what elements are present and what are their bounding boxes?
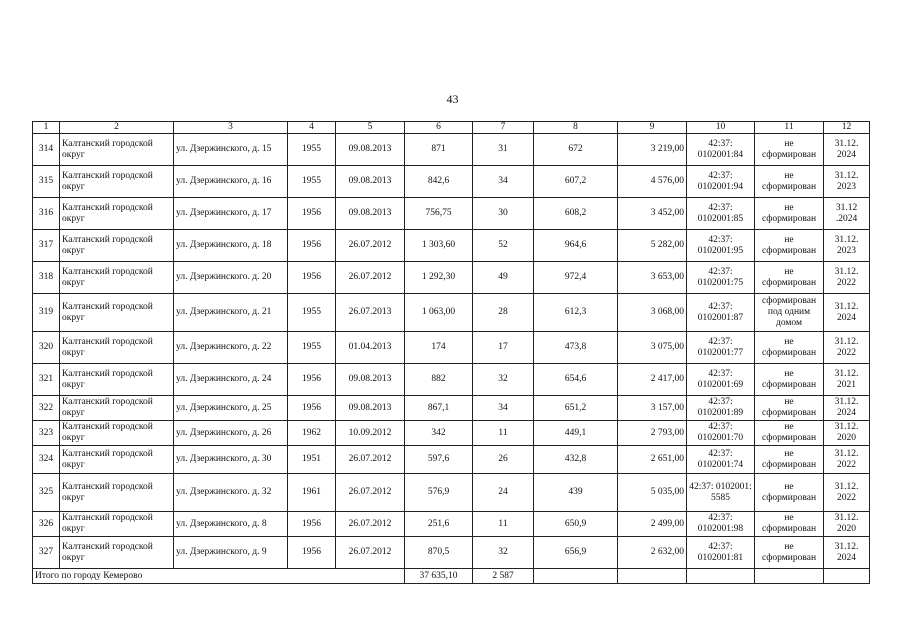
cell-residents-count: 32 (473, 364, 534, 396)
cell-deadline: 31.12 .2024 (824, 198, 870, 230)
cell-residents-count: 24 (473, 474, 534, 512)
cell-residents-count: 11 (473, 512, 534, 537)
cell-land-status: не сформирован (755, 537, 824, 569)
cell-living-area: 650,9 (534, 512, 618, 537)
cell-total-area: 342 (405, 421, 473, 446)
cell-deadline: 31.12. 2024 (824, 537, 870, 569)
cell-deadline: 31.12. 2023 (824, 230, 870, 262)
cell-survey-date: 26.07.2012 (336, 446, 405, 474)
table-row (33, 364, 870, 396)
cell-row-number: 322 (33, 396, 60, 421)
cell-total-area: 597,6 (405, 446, 473, 474)
cell-living-area: 432,8 (534, 446, 618, 474)
cell-land-status: не сформирован (755, 166, 824, 198)
total-area: 37 635,10 (405, 569, 473, 584)
cell-land-status: не сформирован (755, 134, 824, 166)
cell-municipality: Калтанский городской округ (60, 512, 174, 537)
cell-living-area: 449,1 (534, 421, 618, 446)
column-header: 6 (405, 122, 473, 134)
column-header: 12 (824, 122, 870, 134)
cell-build-year: 1955 (288, 294, 336, 332)
cell-cost: 2 793,00 (618, 421, 687, 446)
cell-cost: 2 417,00 (618, 364, 687, 396)
cell-residents-count: 28 (473, 294, 534, 332)
cell-address: ул. Дзержинского, д. 9 (174, 537, 288, 569)
cell-living-area: 473,8 (534, 332, 618, 364)
cell-build-year: 1956 (288, 262, 336, 294)
cell-cost: 3 452,00 (618, 198, 687, 230)
cell-row-number: 325 (33, 474, 60, 512)
cell-address: ул. Дзержинского, д. 17 (174, 198, 288, 230)
cell-living-area: 651,2 (534, 396, 618, 421)
column-header: 3 (174, 122, 288, 134)
cell-cadastral-number: 42:37: 0102001:85 (687, 198, 755, 230)
column-header: 9 (618, 122, 687, 134)
cell-row-number: 324 (33, 446, 60, 474)
cell-row-number: 315 (33, 166, 60, 198)
cell-total-area: 576,9 (405, 474, 473, 512)
cell-survey-date: 26.07.2012 (336, 262, 405, 294)
cell-municipality: Калтанский городской округ (60, 166, 174, 198)
total-empty-cell (755, 569, 824, 584)
cell-residents-count: 52 (473, 230, 534, 262)
cell-build-year: 1956 (288, 230, 336, 262)
table-row (33, 134, 870, 166)
cell-address: ул. Дзержинского, д. 24 (174, 364, 288, 396)
cell-cadastral-number: 42:37: 0102001:98 (687, 512, 755, 537)
column-header: 10 (687, 122, 755, 134)
table-row (33, 474, 870, 512)
cell-total-area: 842,6 (405, 166, 473, 198)
cell-total-area: 174 (405, 332, 473, 364)
cell-residents-count: 32 (473, 537, 534, 569)
cell-living-area: 656,9 (534, 537, 618, 569)
cell-cadastral-number: 42:37: 0102001:89 (687, 396, 755, 421)
total-empty-cell (687, 569, 755, 584)
cell-cadastral-number: 42:37: 0102001:87 (687, 294, 755, 332)
cell-land-status: не сформирован (755, 262, 824, 294)
cell-row-number: 318 (33, 262, 60, 294)
cell-total-area: 1 303,60 (405, 230, 473, 262)
cell-deadline: 31.12. 2022 (824, 332, 870, 364)
cell-cadastral-number: 42:37: 0102001:74 (687, 446, 755, 474)
page-number: 43 (446, 92, 459, 106)
cell-cost: 3 219,00 (618, 134, 687, 166)
total-empty-cell (824, 569, 870, 584)
table-row (33, 446, 870, 474)
cell-total-area: 756,75 (405, 198, 473, 230)
cell-build-year: 1955 (288, 166, 336, 198)
total-empty-cell (534, 569, 618, 584)
cell-living-area: 612,3 (534, 294, 618, 332)
cell-address: ул. Дзержинского, д. 8 (174, 512, 288, 537)
cell-row-number: 319 (33, 294, 60, 332)
cell-cadastral-number: 42:37: 0102001:84 (687, 134, 755, 166)
total-empty-cell (618, 569, 687, 584)
cell-build-year: 1956 (288, 537, 336, 569)
cell-survey-date: 09.08.2013 (336, 396, 405, 421)
cell-land-status: не сформирован (755, 512, 824, 537)
cell-address: ул. Дзержинского, д. 16 (174, 166, 288, 198)
cell-total-area: 871 (405, 134, 473, 166)
cell-residents-count: 26 (473, 446, 534, 474)
cell-total-area: 1 292,30 (405, 262, 473, 294)
cell-row-number: 323 (33, 421, 60, 446)
column-header: 5 (336, 122, 405, 134)
cell-cadastral-number: 42:37: 0102001:69 (687, 364, 755, 396)
table-row (33, 198, 870, 230)
cell-survey-date: 26.07.2012 (336, 230, 405, 262)
table-row (33, 537, 870, 569)
cell-land-status: сформирован под одним домом (755, 294, 824, 332)
table-row (33, 396, 870, 421)
cell-residents-count: 34 (473, 396, 534, 421)
cell-living-area: 654,6 (534, 364, 618, 396)
cell-total-area: 882 (405, 364, 473, 396)
table-row (33, 166, 870, 198)
column-header: 2 (60, 122, 174, 134)
cell-build-year: 1955 (288, 332, 336, 364)
cell-build-year: 1951 (288, 446, 336, 474)
cell-survey-date: 26.07.2013 (336, 294, 405, 332)
cell-deadline: 31.12. 2024 (824, 294, 870, 332)
cell-municipality: Калтанский городской округ (60, 230, 174, 262)
cell-cadastral-number: 42:37: 0102001: 5585 (687, 474, 755, 512)
cell-build-year: 1962 (288, 421, 336, 446)
cell-living-area: 439 (534, 474, 618, 512)
cell-address: ул. Дзержинского, д. 30 (174, 446, 288, 474)
cell-address: ул. Дзержинского, д. 21 (174, 294, 288, 332)
cell-survey-date: 10.09.2012 (336, 421, 405, 446)
cell-row-number: 326 (33, 512, 60, 537)
cell-municipality: Калтанский городской округ (60, 198, 174, 230)
cell-address: ул. Дзержинского, д. 18 (174, 230, 288, 262)
cell-land-status: не сформирован (755, 421, 824, 446)
cell-row-number: 317 (33, 230, 60, 262)
table-row (33, 294, 870, 332)
cell-cadastral-number: 42:37: 0102001:94 (687, 166, 755, 198)
cell-living-area: 972,4 (534, 262, 618, 294)
cell-address: ул. Дзержинского, д. 25 (174, 396, 288, 421)
column-header: 4 (288, 122, 336, 134)
cell-survey-date: 09.08.2013 (336, 166, 405, 198)
cell-land-status: не сформирован (755, 198, 824, 230)
table-row (33, 332, 870, 364)
cell-cost: 5 035,00 (618, 474, 687, 512)
cell-survey-date: 26.07.2012 (336, 512, 405, 537)
cell-land-status: не сформирован (755, 364, 824, 396)
cell-residents-count: 34 (473, 166, 534, 198)
total-row (33, 569, 870, 584)
cell-municipality: Калтанский городской округ (60, 332, 174, 364)
housing-register-table (32, 121, 870, 584)
cell-survey-date: 26.07.2012 (336, 537, 405, 569)
cell-cadastral-number: 42:37: 0102001:81 (687, 537, 755, 569)
cell-total-area: 251,6 (405, 512, 473, 537)
cell-total-area: 1 063,00 (405, 294, 473, 332)
cell-residents-count: 31 (473, 134, 534, 166)
cell-cost: 2 632,00 (618, 537, 687, 569)
table-row (33, 230, 870, 262)
cell-total-area: 870,5 (405, 537, 473, 569)
cell-land-status: не сформирован (755, 446, 824, 474)
cell-cost: 4 576,00 (618, 166, 687, 198)
cell-cost: 5 282,00 (618, 230, 687, 262)
cell-address: ул. Дзержинского. д. 20 (174, 262, 288, 294)
cell-survey-date: 01.04.2013 (336, 332, 405, 364)
cell-deadline: 31.12. 2021 (824, 364, 870, 396)
cell-build-year: 1956 (288, 512, 336, 537)
total-label: Итого по городу Кемерово (33, 569, 405, 584)
table-row (33, 262, 870, 294)
cell-row-number: 327 (33, 537, 60, 569)
cell-municipality: Калтанский городской округ (60, 474, 174, 512)
cell-cadastral-number: 42:37: 0102001:77 (687, 332, 755, 364)
cell-municipality: Калтанский городской округ (60, 262, 174, 294)
cell-residents-count: 49 (473, 262, 534, 294)
cell-municipality: Калтанский городской округ (60, 294, 174, 332)
cell-residents-count: 30 (473, 198, 534, 230)
cell-cost: 3 068,00 (618, 294, 687, 332)
cell-cadastral-number: 42:37: 0102001:70 (687, 421, 755, 446)
cell-land-status: не сформирован (755, 332, 824, 364)
cell-deadline: 31.12. 2022 (824, 262, 870, 294)
cell-deadline: 31.12. 2022 (824, 446, 870, 474)
cell-deadline: 31.12. 2023 (824, 166, 870, 198)
cell-deadline: 31.12. 2024 (824, 134, 870, 166)
cell-survey-date: 09.08.2013 (336, 198, 405, 230)
cell-land-status: не сформирован (755, 396, 824, 421)
cell-build-year: 1961 (288, 474, 336, 512)
table-row (33, 512, 870, 537)
cell-cost: 3 653,00 (618, 262, 687, 294)
cell-deadline: 31.12. 2024 (824, 396, 870, 421)
cell-land-status: не сформирован (755, 474, 824, 512)
cell-municipality: Калтанский городской округ (60, 134, 174, 166)
cell-address: ул. Дзержинского. д. 32 (174, 474, 288, 512)
column-header: 7 (473, 122, 534, 134)
cell-living-area: 964,6 (534, 230, 618, 262)
cell-deadline: 31.12. 2022 (824, 474, 870, 512)
cell-address: ул. Дзержинского, д. 26 (174, 421, 288, 446)
cell-cost: 3 157,00 (618, 396, 687, 421)
cell-living-area: 608,2 (534, 198, 618, 230)
cell-row-number: 314 (33, 134, 60, 166)
cell-municipality: Калтанский городской округ (60, 421, 174, 446)
cell-cost: 2 651,00 (618, 446, 687, 474)
cell-address: ул. Дзержинского, д. 15 (174, 134, 288, 166)
cell-municipality: Калтанский городской округ (60, 396, 174, 421)
cell-build-year: 1956 (288, 198, 336, 230)
table-row (33, 421, 870, 446)
cell-survey-date: 09.08.2013 (336, 134, 405, 166)
cell-deadline: 31.12. 2020 (824, 512, 870, 537)
cell-build-year: 1955 (288, 134, 336, 166)
cell-row-number: 320 (33, 332, 60, 364)
column-header: 11 (755, 122, 824, 134)
cell-cadastral-number: 42:37: 0102001:95 (687, 230, 755, 262)
cell-deadline: 31.12. 2020 (824, 421, 870, 446)
total-residents: 2 587 (473, 569, 534, 584)
cell-row-number: 321 (33, 364, 60, 396)
cell-cadastral-number: 42:37: 0102001:75 (687, 262, 755, 294)
cell-build-year: 1956 (288, 364, 336, 396)
cell-survey-date: 26.07.2012 (336, 474, 405, 512)
cell-row-number: 316 (33, 198, 60, 230)
cell-residents-count: 11 (473, 421, 534, 446)
cell-cost: 2 499,00 (618, 512, 687, 537)
cell-residents-count: 17 (473, 332, 534, 364)
cell-municipality: Калтанский городской округ (60, 364, 174, 396)
cell-land-status: не сформирован (755, 230, 824, 262)
cell-cost: 3 075,00 (618, 332, 687, 364)
cell-municipality: Калтанский городской округ (60, 537, 174, 569)
column-number-row (33, 122, 870, 134)
cell-living-area: 607,2 (534, 166, 618, 198)
column-header: 8 (534, 122, 618, 134)
cell-survey-date: 09.08.2013 (336, 364, 405, 396)
cell-municipality: Калтанский городской округ (60, 446, 174, 474)
cell-total-area: 867,1 (405, 396, 473, 421)
cell-living-area: 672 (534, 134, 618, 166)
column-header: 1 (33, 122, 60, 134)
cell-address: ул. Дзержинского, д. 22 (174, 332, 288, 364)
cell-build-year: 1956 (288, 396, 336, 421)
